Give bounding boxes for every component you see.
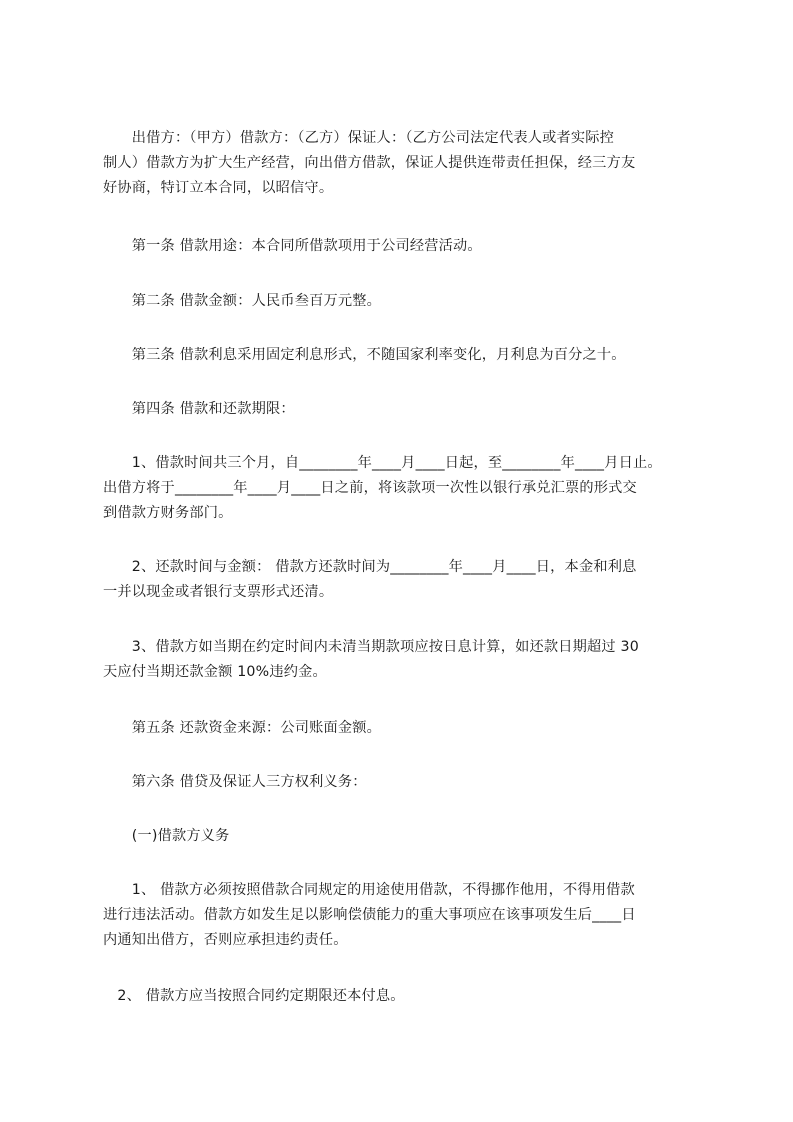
duty-2-paragraph bbox=[103, 984, 703, 1009]
text-line: 一并以现金或者银行支票形式还清。 bbox=[103, 584, 334, 600]
article-2-paragraph bbox=[103, 289, 703, 314]
text-line: 第一条 借款用途：本合同所借款项用于公司经营活动。 bbox=[103, 238, 482, 254]
text-line: 第五条 还款资金来源：公司账面金额。 bbox=[103, 720, 382, 736]
article-4-paragraph bbox=[103, 397, 703, 422]
article-6-paragraph bbox=[103, 770, 703, 795]
preamble-paragraph bbox=[103, 126, 703, 201]
text-line: 天应付当期还款金额 10%违约金。 bbox=[103, 664, 327, 680]
text-line: 第四条 借款和还款期限： bbox=[103, 401, 295, 417]
text-line: 制人）借款方为扩大生产经营，向出借方借款，保证人提供连带责任担保，经三方友 bbox=[103, 155, 636, 171]
article-4-item-2-paragraph bbox=[103, 555, 703, 605]
article-5-paragraph bbox=[103, 716, 703, 741]
text-line: 到借款方财务部门。 bbox=[103, 505, 233, 521]
duty-1-paragraph bbox=[103, 878, 703, 953]
text-line: 进行违法活动。借款方如发生足以影响偿债能力的重大事项应在该事项发生后____日 bbox=[103, 907, 636, 923]
text-line: 3、借款方如当期在约定时间内未清当期款项应按日息计算，如还款日期超过 30 bbox=[103, 639, 639, 655]
article-3-paragraph bbox=[103, 343, 703, 368]
text-line: 第三条 借款利息采用固定利息形式，不随国家利率变化，月利息为百分之十。 bbox=[103, 347, 626, 363]
text-line: 第二条 借款金额：人民币叁百万元整。 bbox=[103, 293, 382, 309]
article-4-item-1-paragraph bbox=[103, 451, 703, 526]
article-4-item-3-paragraph bbox=[103, 635, 703, 685]
text-line: 2、 借款方应当按照合同约定期限还本付息。 bbox=[103, 988, 405, 1004]
text-line: 第六条 借贷及保证人三方权利义务： bbox=[103, 774, 367, 790]
article-1-paragraph bbox=[103, 234, 703, 259]
text-line: 1、 借款方必须按照借款合同规定的用途使用借款，不得挪作他用，不得用借款 bbox=[103, 882, 635, 898]
text-line: 内通知出借方，否则应承担违约责任。 bbox=[103, 932, 348, 948]
text-line: 好协商，特订立本合同，以昭信守。 bbox=[103, 180, 334, 196]
borrower-duties-heading bbox=[103, 824, 703, 849]
text-line: (一)借款方义务 bbox=[103, 828, 230, 844]
text-line: 出借方：（甲方）借款方：（乙方）保证人：（乙方公司法定代表人或者实际控 bbox=[103, 130, 615, 146]
text-line: 出借方将于________年____月____日之前，将该款项一次性以银行承兑汇票的形式交 bbox=[103, 480, 637, 496]
text-line: 1、借款时间共三个月，自________年____月____日起，至________年____月日止。 bbox=[103, 455, 662, 471]
text-line: 2、还款时间与金额： 借款方还款时间为________年____月____日，本金和利息 bbox=[103, 559, 637, 575]
